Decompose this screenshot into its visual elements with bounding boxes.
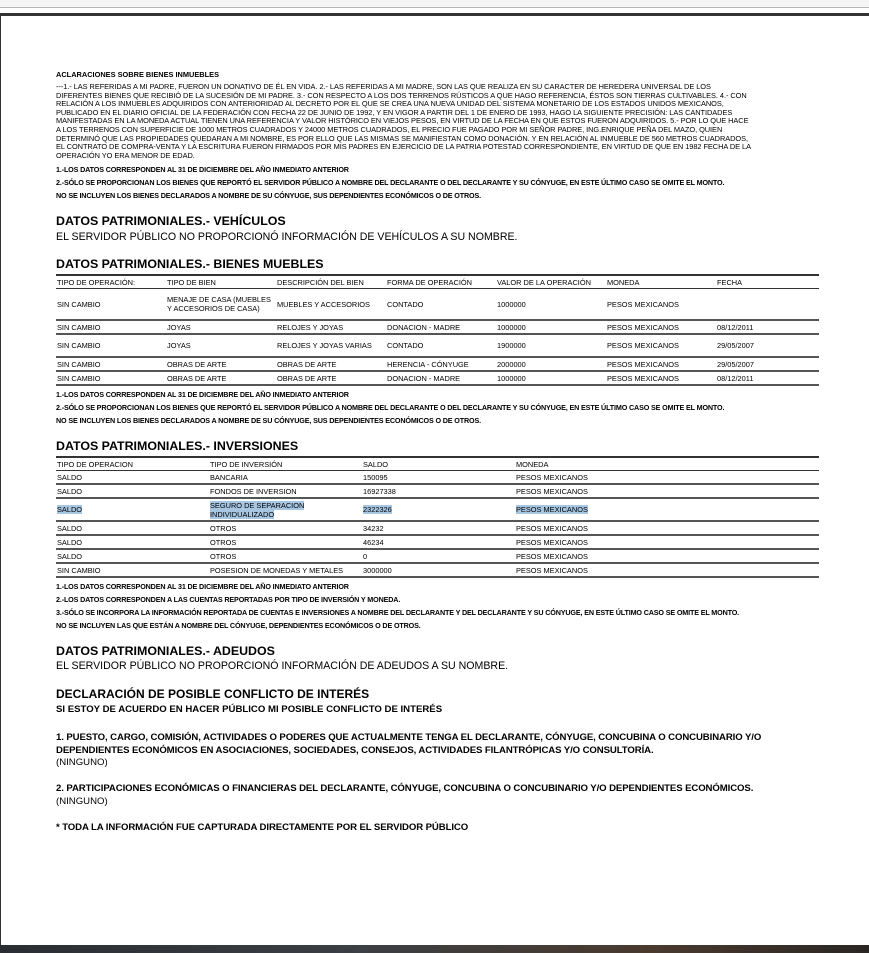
table-row <box>56 498 819 521</box>
conflicto-section <box>56 687 819 834</box>
table-cell <box>209 549 362 563</box>
cell-text: PESOS MEXICANOS <box>516 551 588 561</box>
table-cell: 1000000 <box>496 371 606 385</box>
table-cell-empty <box>668 549 819 563</box>
table-cell <box>362 498 515 521</box>
table-cell <box>209 535 362 549</box>
conflicto-item <box>56 732 776 769</box>
muebles-table-body <box>56 289 819 386</box>
table-cell <box>362 471 515 485</box>
window-top-bar <box>0 0 869 8</box>
cell-text: PESOS MEXICANOS <box>516 486 588 496</box>
table-cell: 29/05/2007 <box>716 334 819 357</box>
cell-text: SALDO <box>57 537 83 547</box>
table-row <box>56 521 819 535</box>
conflicto-item <box>56 783 776 808</box>
table-row <box>56 289 819 321</box>
table-cell: 1900000 <box>496 334 606 357</box>
table-cell: SIN CAMBIO <box>56 357 166 371</box>
note: NO SE INCLUYEN LOS BIENES DECLARADOS A NOMBRE DE SU CÓNYUGE, SUS DEPENDIENTES ECONÓMICOS O DE OTROS. <box>56 416 481 426</box>
table-cell <box>362 484 515 498</box>
cell-text: OTROS <box>210 537 237 547</box>
table-cell: RELOJES Y JOYAS VARIAS <box>276 334 386 357</box>
table-cell: PESOS MEXICANOS <box>606 357 716 371</box>
table-row <box>56 357 819 371</box>
cell-text: BANCARIA <box>210 472 248 482</box>
table-header-row <box>56 457 819 471</box>
note: NO SE INCLUYEN LAS QUE ESTÁN A NOMBRE DEL CÓNYUGE, DEPENDIENTES ECONÓMICOS O DE OTROS. <box>56 621 421 631</box>
table-row <box>56 549 819 563</box>
table-cell <box>209 498 362 521</box>
table-cell-empty <box>668 563 819 577</box>
table-cell: MENAJE DE CASA (MUEBLES Y ACCESORIOS DE CASA) <box>166 289 276 321</box>
conflicto-question: 1. PUESTO, CARGO, COMISIÓN, ACTIVIDADES O PODERES QUE ACTUALMENTE TENGA EL DECLARANTE, CÓNYUGE, CONCUBINA O CONCUBINARIO Y/O DEPENDIENTES ECONÓMICOS EN ASOCIACIONES, SOCIEDADES, CONSEJOS, ACTIVIDADES FILANTRÓPICAS Y/O CONSULTORÍA. <box>56 732 762 756</box>
aclaraciones-section <box>56 70 819 200</box>
column-header: FORMA DE OPERACIÓN <box>386 275 496 289</box>
table-cell: OBRAS DE ARTE <box>276 371 386 385</box>
cell-text: 3000000 <box>363 565 392 575</box>
table-cell: PESOS MEXICANOS <box>606 334 716 357</box>
conflicto-footer: * TODA LA INFORMACIÓN FUE CAPTURADA DIRECTAMENTE POR EL SERVIDOR PÚBLICO <box>56 821 469 833</box>
table-cell: HERENCIA - CÓNYUGE <box>386 357 496 371</box>
table-cell: 29/05/2007 <box>716 357 819 371</box>
table-cell <box>515 535 668 549</box>
cell-text: SALDO <box>57 551 83 561</box>
note: 1.-LOS DATOS CORRESPONDEN AL 31 DE DICIEMBRE DEL AÑO INMEDIATO ANTERIOR <box>56 390 349 400</box>
note: 3.-SÓLO SE INCORPORA LA INFORMACIÓN REPORTADA DE CUENTAS E INVERSIONES A NOMBRE DEL DECLARANTE Y DEL DECLARANTE Y SU CÓNYUGE, EN ESTE ÚLTIMO CASO SE OMITE EL MONTO. <box>56 608 740 618</box>
cell-text: SALDO <box>57 523 83 533</box>
conflicto-answer: (NINGUNO) <box>56 795 108 807</box>
cell-text: SIN CAMBIO <box>57 565 101 575</box>
table-row <box>56 320 819 334</box>
table-cell <box>362 521 515 535</box>
table-cell: JOYAS <box>166 334 276 357</box>
aclaraciones-line: RELACIÓN A LOS INMUEBLES ADQUIRIDOS CON ANTERIORIDAD AL DECRETO POR EL QUE SE CREA UNA NUEVA UNIDAD DEL SISTEMA MONETARIO DE LOS ESTADOS UNIDOS MEXICANOS, <box>56 99 724 109</box>
table-cell <box>209 484 362 498</box>
table-cell: SIN CAMBIO <box>56 320 166 334</box>
document-content <box>56 70 819 834</box>
table-cell <box>716 289 819 321</box>
table-cell: 2000000 <box>496 357 606 371</box>
column-header: VALOR DE LA OPERACIÓN <box>496 275 606 289</box>
aclaraciones-line: DIFERENTES BIENES QUE RECIBIÓ DE LA SUCESIÓN DE MI PADRE. 3.- CON RESPECTO A LOS DOS TERRENOS RÚSTICOS A QUE HAGO REFERENCIA, ÉSTOS SON TIERRAS CULTIVABLES. 4.- CON <box>56 90 747 100</box>
table-row <box>56 471 819 485</box>
table-header-row <box>56 275 819 289</box>
column-header: MONEDA <box>606 275 716 289</box>
table-cell: SIN CAMBIO <box>56 334 166 357</box>
table-cell <box>56 549 209 563</box>
conflicto-title: DECLARACIÓN DE POSIBLE CONFLICTO DE INTERÉS <box>56 687 370 702</box>
table-cell-empty <box>668 471 819 485</box>
table-cell: MUEBLES Y ACCESORIOS <box>276 289 386 321</box>
cell-text: 34232 <box>363 523 384 533</box>
vehiculos-title: DATOS PATRIMONIALES.- VEHÍCULOS <box>56 214 286 229</box>
aclaraciones-line: A LOS TERRENOS CON SUPERFICIE DE 1000 METROS CUADRADOS Y 24000 METROS CUADRADOS, EL PRECIO FUE PAGADO POR MI SEÑOR PADRE, ING.ENRIQUE PEÑA DEL MAZO, QUIEN <box>56 124 723 134</box>
cell-text: 0 <box>363 551 368 561</box>
table-cell <box>56 471 209 485</box>
muebles-title: DATOS PATRIMONIALES.- BIENES MUEBLES <box>56 257 324 272</box>
table-cell <box>515 471 668 485</box>
adeudos-text: EL SERVIDOR PÚBLICO NO PROPORCIONÓ INFORMACIÓN DE ADEUDOS A SU NOMBRE. <box>56 660 509 673</box>
muebles-table <box>56 274 819 386</box>
table-cell: CONTADO <box>386 289 496 321</box>
inversiones-title: DATOS PATRIMONIALES.- INVERSIONES <box>56 439 299 454</box>
table-cell <box>515 498 668 521</box>
table-cell: 1000000 <box>496 320 606 334</box>
table-cell <box>56 498 209 521</box>
cell-text: 2322326 <box>363 505 392 515</box>
cell-text: 150095 <box>363 472 388 482</box>
table-cell: PESOS MEXICANOS <box>606 371 716 385</box>
table-cell <box>56 484 209 498</box>
cell-text: PESOS MEXICANOS <box>516 505 588 515</box>
table-cell: PESOS MEXICANOS <box>606 320 716 334</box>
conflicto-answer: (NINGUNO) <box>56 757 108 769</box>
table-cell <box>56 535 209 549</box>
table-cell <box>515 563 668 577</box>
table-cell: PESOS MEXICANOS <box>606 289 716 321</box>
table-cell <box>209 471 362 485</box>
table-row <box>56 535 819 549</box>
table-cell: DONACION - MADRE <box>386 371 496 385</box>
column-header: FECHA <box>716 275 819 289</box>
table-cell-empty <box>668 535 819 549</box>
conflicto-subtitle: SI ESTOY DE ACUERDO EN HACER PÚBLICO MI POSIBLE CONFLICTO DE INTERÉS <box>56 704 443 716</box>
table-cell: OBRAS DE ARTE <box>166 371 276 385</box>
table-cell <box>56 521 209 535</box>
column-header: TIPO DE OPERACION <box>56 457 209 471</box>
column-header: DESCRIPCIÓN DEL BIEN <box>276 275 386 289</box>
column-header-empty <box>668 457 819 471</box>
table-row <box>56 334 819 357</box>
cell-text: PESOS MEXICANOS <box>516 537 588 547</box>
cell-text: SEGURO DE SEPARACION INDIVIDUALIZADO <box>210 500 305 519</box>
table-cell <box>56 563 209 577</box>
note: 2.-SÓLO SE PROPORCIONAN LOS BIENES QUE REPORTÓ EL SERVIDOR PÚBLICO A NOMBRE DEL DECLARANTE O DEL DECLARANTE Y SU CÓNYUGE, EN ESTE ÚLTIMO CASO SE OMITE EL MONTO. <box>56 178 725 188</box>
aclaraciones-line: ---1.- LAS REFERIDAS A MI PADRE, FUERON UN DONATIVO DE ÉL EN VIDA. 2.- LAS REFERIDAS A MI MADRE, SON LAS QUE REALIZA EN SU CARACTER DE HEREDERA UNIVERSAL DE LOS <box>56 82 711 91</box>
cell-text: FONDOS DE INVERSION <box>210 486 297 496</box>
table-cell: 08/12/2011 <box>716 371 819 385</box>
note: 1.-LOS DATOS CORRESPONDEN AL 31 DE DICIEMBRE DEL AÑO INMEDIATO ANTERIOR <box>56 165 349 175</box>
table-cell: SIN CAMBIO <box>56 289 166 321</box>
table-cell <box>362 535 515 549</box>
cell-text: PESOS MEXICANOS <box>516 565 588 575</box>
muebles-section <box>56 257 819 425</box>
aclaraciones-line: OPERACIÓN YO ERA MENOR DE EDAD. <box>56 150 195 160</box>
cell-text: PESOS MEXICANOS <box>516 472 588 482</box>
table-cell: CONTADO <box>386 334 496 357</box>
table-cell: JOYAS <box>166 320 276 334</box>
note: NO SE INCLUYEN LOS BIENES DECLARADOS A NOMBRE DE SU CÓNYUGE, SUS DEPENDIENTES ECONÓMICOS O DE OTROS. <box>56 191 481 201</box>
note: 2.-SÓLO SE PROPORCIONAN LOS BIENES QUE REPORTÓ EL SERVIDOR PÚBLICO A NOMBRE DEL DECLARANTE O DEL DECLARANTE Y SU CÓNYUGE, EN ESTE ÚLTIMO CASO SE OMITE EL MONTO. <box>56 403 725 413</box>
aclaraciones-line: EL CONTRATO DE COMPRA-VENTA Y LA ESCRITURA FUERON FIRMADOS POR MIS PADRES EN EJERCICIO DE LA PATRIA POTESTAD CORRESPONDIENTE, EN VIRTUD DE QUE EN 1982 FECHA DE LA <box>56 142 751 152</box>
table-cell: SIN CAMBIO <box>56 371 166 385</box>
column-header: MONEDA <box>515 457 668 471</box>
aclaraciones-line: MANIFESTADAS EN LA MONEDA ACTUAL TIENEN UNA REFERENCIA Y VALOR HISTÓRICO EN VIEJOS PESOS, EN VIRTUD DE LA FECHA EN QUE ESTOS FUERON ADQUIRIDOS. 5.- POR LO QUE HACE <box>56 116 749 126</box>
conflicto-question: 2. PARTICIPACIONES ECONÓMICAS O FINANCIERAS DEL DECLARANTE, CÓNYUGE, CONCUBINA O CONCUBINARIO Y/O DEPENDIENTES ECONÓMICOS. <box>56 783 754 795</box>
table-cell: 1000000 <box>496 289 606 321</box>
inversiones-section <box>56 439 819 630</box>
column-header: TIPO DE BIEN <box>166 275 276 289</box>
inversiones-table-body <box>56 471 819 578</box>
cell-text: SALDO <box>57 486 83 496</box>
adeudos-section <box>56 644 819 673</box>
cell-text: SALDO <box>57 505 83 515</box>
aclaraciones-title: ACLARACIONES SOBRE BIENES INMUEBLES <box>56 70 220 79</box>
table-row <box>56 371 819 385</box>
cell-text: OTROS <box>210 523 237 533</box>
aclaraciones-line: PUBLICADO EN EL DIARIO OFICIAL DE LA FEDERACIÓN CON FECHA 22 DE JUNIO DE 1992, Y EN VIGOR A PARTIR DEL 1 DE ENERO DE 1993, HAGO LA SIGUIENTE PRECISIÓN: LAS CANTIDADES <box>56 107 733 117</box>
cell-text: OTROS <box>210 551 237 561</box>
table-cell: OBRAS DE ARTE <box>166 357 276 371</box>
table-cell <box>515 484 668 498</box>
table-cell: OBRAS DE ARTE <box>276 357 386 371</box>
table-cell <box>515 521 668 535</box>
table-cell-empty <box>668 484 819 498</box>
table-cell-empty <box>668 521 819 535</box>
table-row <box>56 484 819 498</box>
inversiones-table <box>56 456 819 578</box>
cell-text: PESOS MEXICANOS <box>516 523 588 533</box>
cell-text: 46234 <box>363 537 384 547</box>
table-cell <box>362 549 515 563</box>
adeudos-title: DATOS PATRIMONIALES.- ADEUDOS <box>56 644 275 659</box>
vehiculos-text: EL SERVIDOR PÚBLICO NO PROPORCIONÓ INFORMACIÓN DE VEHÍCULOS A SU NOMBRE. <box>56 231 518 244</box>
note: 1.-LOS DATOS CORRESPONDEN AL 31 DE DICIEMBRE DEL AÑO INMEDIATO ANTERIOR <box>56 582 349 592</box>
table-cell: DONACION - MADRE <box>386 320 496 334</box>
cell-text: SALDO <box>57 472 83 482</box>
table-cell <box>209 521 362 535</box>
table-cell-empty <box>668 498 819 521</box>
note: 2.-LOS DATOS CORRESPONDEN A LAS CUENTAS REPORTADAS POR TIPO DE INVERSIÓN Y MONEDA. <box>56 595 401 605</box>
table-cell <box>209 563 362 577</box>
vehiculos-section <box>56 214 819 244</box>
column-header: SALDO <box>362 457 515 471</box>
table-cell <box>362 563 515 577</box>
aclaraciones-text <box>56 83 819 160</box>
column-header: TIPO DE OPERACIÓN: <box>56 275 166 289</box>
cell-text: 16927338 <box>363 486 396 496</box>
table-cell: RELOJES Y JOYAS <box>276 320 386 334</box>
window-bottom-bar <box>0 945 869 953</box>
column-header: TIPO DE INVERSIÓN <box>209 457 362 471</box>
table-cell <box>515 549 668 563</box>
table-row <box>56 563 819 577</box>
table-cell: 08/12/2011 <box>716 320 819 334</box>
aclaraciones-line: DETERMINÓ QUE LAS PROPIEDADES QUEDARAN A MI NOMBRE, ES POR ELLO QUE LAS MISMAS SE MANIFIESTAN COMO DONACIÓN. Y EN RELACIÓN AL INMUEBLE DE 560 METROS CUADRADOS, <box>56 133 748 143</box>
cell-text: POSESION DE MONEDAS Y METALES <box>210 565 344 575</box>
